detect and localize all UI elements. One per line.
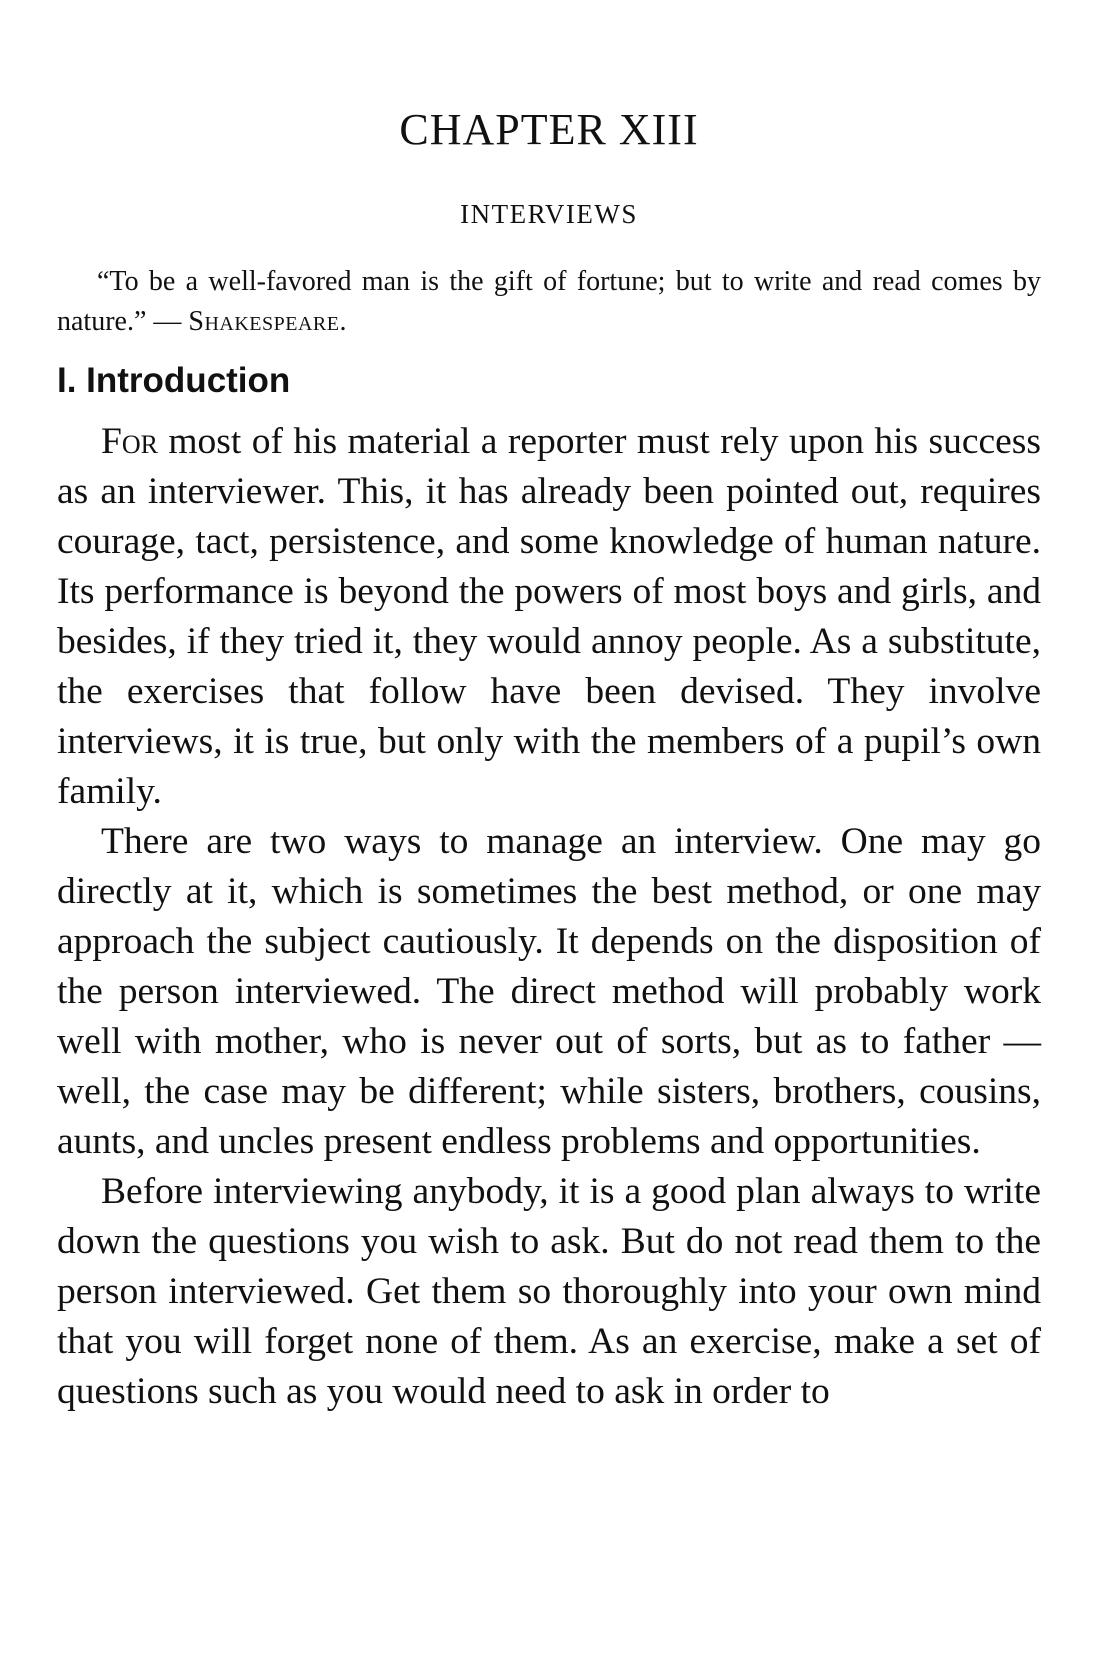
chapter-title: CHAPTER XIII <box>399 105 699 154</box>
epigraph <box>57 262 1041 342</box>
paragraph-1-text: most of his material a reporter must rely upon his success as an interviewer. This, it has already been pointed out, requires courage, tact, persistence, and some knowledge of human nature. Its performance is beyond the powers of most boys and girls, and besides, if they tried it, they would annoy people. As a substitute, the exercises that follow have been devised. They involve interviews, it is true, but only with the members of a pupil’s own family. <box>57 421 1041 812</box>
epigraph-quote: “To be a well-favored man is the gift of fortune; but to write and read comes by nature.” — <box>57 266 1041 337</box>
paragraph-1 <box>57 417 1041 817</box>
section-heading: I. Introduction <box>57 361 291 400</box>
chapter-subtitle: INTERVIEWS <box>460 199 638 229</box>
body-text <box>57 417 1041 1417</box>
paragraph-2: There are two ways to manage an interview. One may go directly at it, which is sometimes the best method, or one may approach the subject cautiously. It depends on the disposition of the person interviewed. The direct method will probably work well with mother, who is never out of sorts, but as to father — well, the case may be different; while sisters, brothers, cousins, aunts, and uncles present endless problems and opportunities. <box>57 821 1041 1162</box>
epigraph-attribution: Shakespeare. <box>188 306 347 337</box>
paragraph-1-lead: For <box>101 421 158 462</box>
paragraph-3: Before interviewing anybody, it is a good plan always to write down the questions you wish to ask. But do not read them to the person interviewed. Get them so thoroughly into your own mind that you will forget none of them. As an exercise, make a set of questions such as you would need to ask in order to <box>57 1171 1041 1412</box>
